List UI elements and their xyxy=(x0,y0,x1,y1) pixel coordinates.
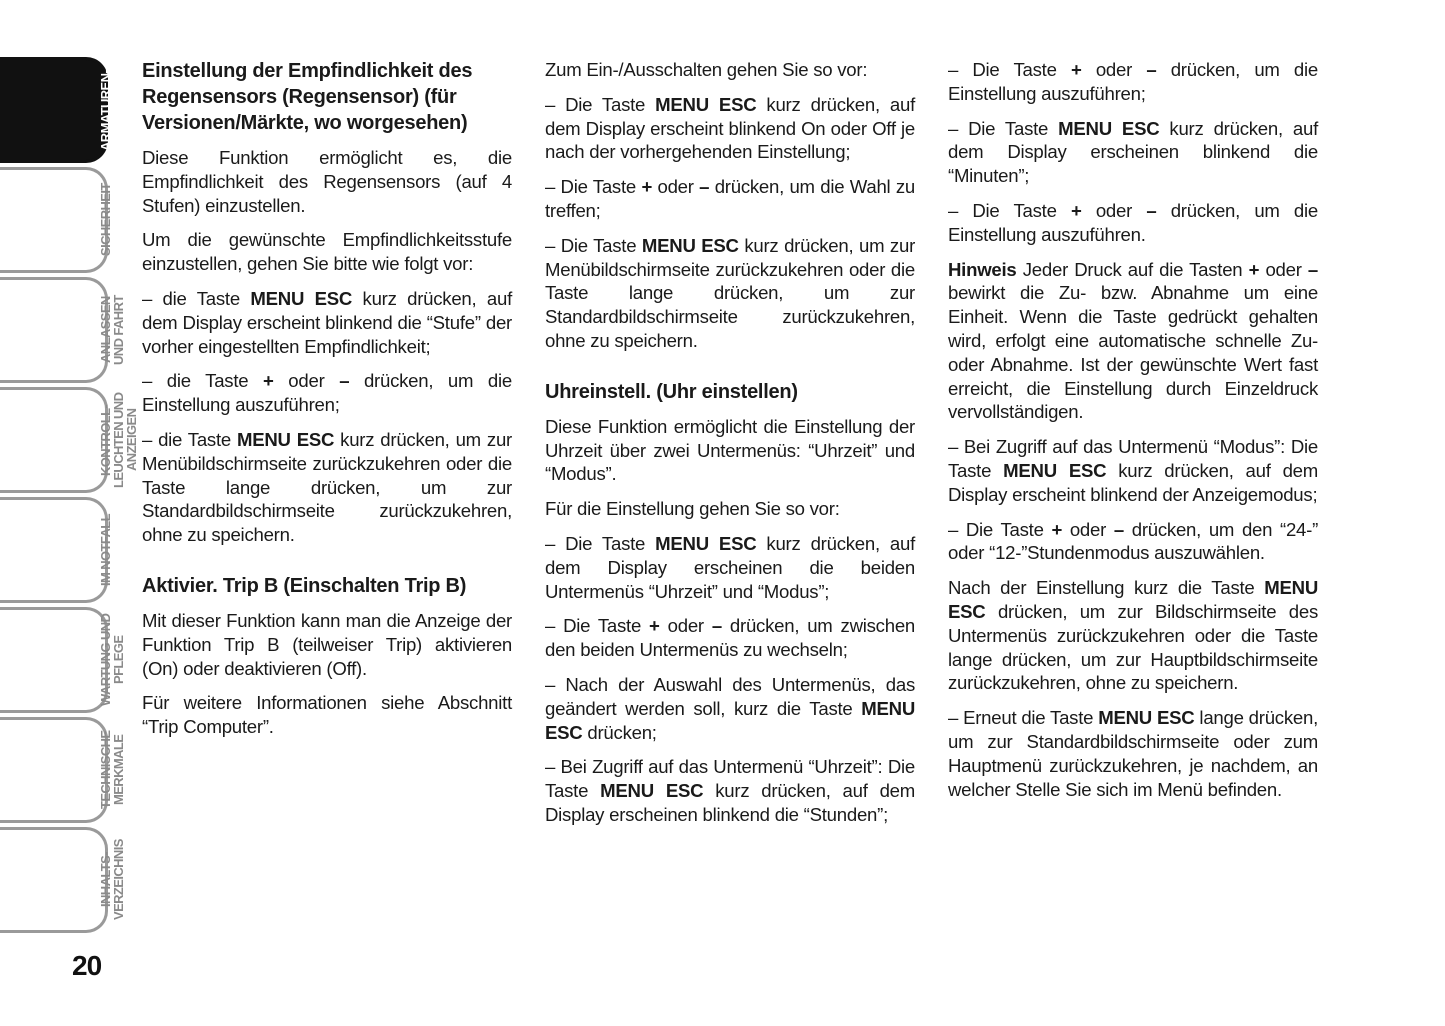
paragraph xyxy=(545,234,915,353)
paragraph xyxy=(142,287,512,358)
bold-text: + xyxy=(1070,199,1082,221)
paragraph xyxy=(545,532,915,603)
section-heading xyxy=(142,573,512,599)
chapter-tab[interactable] xyxy=(0,387,139,493)
text: – die Taste xyxy=(142,428,237,450)
bold-text: MENU ESC xyxy=(1098,707,1195,729)
paragraph xyxy=(948,58,1318,106)
paragraph xyxy=(545,175,915,223)
bold-text: – xyxy=(699,176,710,198)
paragraph xyxy=(545,614,915,662)
text: Für die Einstellung gehen Sie so vor: xyxy=(545,498,840,520)
text: – Die Taste xyxy=(948,117,1059,139)
text: lange drücken, um zur Standardbildschirmseite oder zum Hauptmenü zurückzukehren, je nachdem, an welcher Stelle Sie sich im Menü befinden. xyxy=(948,707,1318,800)
page-number: 20 xyxy=(72,950,102,981)
text: – die Taste xyxy=(142,370,264,392)
text: – Die Taste xyxy=(948,59,1071,80)
text: oder xyxy=(659,615,712,637)
text: Diese Funktion ermöglicht es, die Empfindlichkeit des Regensensors (auf 4 Stufen) einzustellen. xyxy=(142,147,512,216)
paragraph xyxy=(545,93,915,164)
text: drücken, um die Wahl zu treffen; xyxy=(545,176,915,221)
paragraph xyxy=(948,435,1318,506)
text: Nach der Einstellung kurz die Taste xyxy=(948,577,1265,599)
text: oder xyxy=(1259,258,1308,280)
chapter-tab[interactable] xyxy=(0,167,113,273)
bold-text: MENU ESC xyxy=(600,780,704,802)
bold-text: + xyxy=(1070,59,1082,80)
bold-text: – xyxy=(1113,518,1124,540)
text: kurz drücken, um zur Menübildschirmseite zurückzukehren oder die Taste lange drücken, um zur Standardbildschirmseite zurückzukehren, ohne zu speichern. xyxy=(142,428,512,546)
chapter-tab-label: KONTROLL- LEUCHTEN UND ANZEIGEN xyxy=(98,392,139,488)
paragraph xyxy=(948,117,1318,188)
text: Mit dieser Funktion kann man die Anzeige der Funktion Trip B (teilweiser Trip) aktivieren (On) oder deaktivieren (Off). xyxy=(142,609,512,679)
bold-text: MENU ESC xyxy=(250,287,353,309)
bold-text: MENU ESC xyxy=(641,234,739,256)
text: drücken, um die Einstellung auszuführen; xyxy=(142,370,512,416)
paragraph xyxy=(948,258,1318,425)
chapter-tab-label: IM NOTFALL xyxy=(98,514,113,586)
text: Jeder Druck auf die Tasten xyxy=(1016,258,1249,280)
bold-text: – xyxy=(1307,258,1318,280)
text-column-3 xyxy=(948,58,1318,812)
section-heading xyxy=(142,58,512,136)
chapter-tab[interactable] xyxy=(0,717,126,823)
paragraph xyxy=(142,609,512,680)
bold-text: – xyxy=(1146,199,1157,221)
text: drücken; xyxy=(582,721,657,743)
text: Uhreinstell. (Uhr einstellen) xyxy=(545,380,798,403)
chapter-tabs xyxy=(0,54,139,937)
bold-text: MENU ESC xyxy=(236,428,335,450)
text: kurz drücken, auf dem Display erscheinen die beiden Untermenüs “Uhrzeit” und “Modus”; xyxy=(545,532,915,602)
text: Für weitere Informationen siehe Abschnitt “Trip Computer”. xyxy=(142,692,512,738)
bold-text: MENU ESC xyxy=(948,577,1318,622)
chapter-tab[interactable] xyxy=(0,497,113,603)
paragraph xyxy=(142,146,512,217)
bold-text: MENU ESC xyxy=(1058,117,1160,139)
text: oder xyxy=(652,176,700,198)
paragraph xyxy=(545,673,915,744)
text: drücken, um die Einstellung auszuführen. xyxy=(948,199,1318,245)
text: – Die Taste xyxy=(545,93,656,115)
text: – Bei Zugriff auf das Untermenü “Uhrzeit”: Die Taste xyxy=(545,756,915,802)
text: bewirkt die Zu- bzw. Abnahme um eine Einheit. Wenn die Taste gedrückt gehalten wird, erfolgt eine automatische schnelle Zu- oder Abnahme. Ist der gewünschte Wert fast erreicht, die Einstellung durch Einzeldruck vervollständigen. xyxy=(948,282,1318,423)
bold-text: + xyxy=(263,370,274,392)
text: Diese Funktion ermöglicht die Einstellung der Uhrzeit über zwei Untermenüs: “Uhrzeit” und “Modus”. xyxy=(545,415,915,485)
paragraph xyxy=(948,576,1318,695)
text: Zum Ein-/Ausschalten gehen Sie so vor: xyxy=(545,59,868,80)
text: kurz drücken, auf dem Display erscheint blinkend On oder Off je nach der vorhergehenden Einstellung; xyxy=(545,93,915,163)
bold-text: – xyxy=(1146,59,1157,80)
chapter-tab-label: ARMATUREN- BRETT UND BEDIENELEMENTE xyxy=(98,54,139,166)
paragraph xyxy=(142,428,512,547)
chapter-tab-label: ANLASSEN UND FAHRT xyxy=(98,295,126,365)
bold-text: MENU ESC xyxy=(545,697,915,743)
text: kurz drücken, auf dem Display erscheint blinkend der Anzeigemodus; xyxy=(948,459,1319,505)
chapter-tab[interactable] xyxy=(0,827,126,933)
text: – Die Taste xyxy=(948,518,1052,540)
bold-text: – xyxy=(339,370,350,392)
text: kurz drücken, auf dem Display erscheint blinkend die “Stufe” der vorher eingestellten Empfindlichkeit; xyxy=(142,287,512,357)
text-column-1 xyxy=(142,58,512,750)
bold-text: MENU ESC xyxy=(655,532,757,554)
text: oder xyxy=(1081,59,1147,80)
bold-text: MENU ESC xyxy=(1003,459,1107,481)
text: kurz drücken, um zur Menübildschirmseite zurückzukehren oder die Taste lange drücken, um zur Standardbildschirmseite zurückzukehren, ohne zu speichern. xyxy=(545,234,916,351)
bold-text: + xyxy=(1248,258,1260,280)
paragraph xyxy=(948,199,1318,247)
text: drücken, um die Einstellung auszuführen; xyxy=(948,59,1318,104)
text-column-2 xyxy=(545,58,915,838)
paragraph xyxy=(142,369,512,417)
text: drücken, um zur Bildschirmseite des Untermenüs zurückzukehren oder die Taste lange drücken, um zur Hauptbildschirmseite zurückzukehren, ohne zu speichern. xyxy=(948,600,1318,694)
text: – Die Taste xyxy=(545,532,656,554)
text: Aktivier. Trip B (Einschalten Trip B) xyxy=(142,574,467,597)
chapter-tab-label: INHALTS- VERZEICHNIS xyxy=(98,839,126,921)
text: Um die gewünschte Empfindlichkeitsstufe einzustellen, gehen Sie bitte wie folgt vor: xyxy=(142,229,512,275)
paragraph xyxy=(948,706,1318,801)
text: – Die Taste xyxy=(948,199,1071,221)
text: drücken, um zwischen den beiden Untermenüs zu wechseln; xyxy=(545,615,916,661)
text: Einstellung der Empfindlichkeit des Regensensors (Regensensor) (für Versionen/Märkte, wo worgesehen) xyxy=(142,60,473,134)
text: – Erneut die Taste xyxy=(948,707,1099,729)
text: oder xyxy=(1062,518,1114,540)
text: – die Taste xyxy=(142,287,251,309)
chapter-tab[interactable] xyxy=(0,54,139,166)
paragraph xyxy=(545,497,915,521)
bold-text: Hinweis xyxy=(948,258,1017,280)
paragraph xyxy=(545,415,915,486)
chapter-tab[interactable] xyxy=(0,277,126,383)
paragraph xyxy=(142,228,512,276)
bold-text: – xyxy=(711,615,722,637)
text: oder xyxy=(1081,199,1147,221)
text: drücken, um den “24-” oder “12-”Stundenmodus auszuwählen. xyxy=(948,518,1319,564)
chapter-tab-label: WARTUNG UND PFLEGE xyxy=(98,613,126,707)
text: – Die Taste xyxy=(545,176,642,198)
bold-text: MENU ESC xyxy=(655,93,757,115)
text: – Die Taste xyxy=(545,234,642,256)
text: kurz drücken, auf dem Display erscheinen blinkend die “Minuten”; xyxy=(948,117,1318,187)
paragraph xyxy=(545,58,915,82)
chapter-tab-label: SICHERHEIT xyxy=(98,183,113,257)
bold-text: + xyxy=(641,176,653,198)
chapter-tab-label: TECHNISCHE MERKMALE xyxy=(98,730,126,810)
section-heading xyxy=(545,379,915,405)
paragraph xyxy=(142,691,512,739)
paragraph xyxy=(545,755,915,826)
bold-text: + xyxy=(1051,518,1063,540)
bold-text: + xyxy=(649,615,660,637)
paragraph xyxy=(948,518,1318,566)
text: – Bei Zugriff auf das Untermenü “Modus”: Die Taste xyxy=(948,436,1318,481)
text: oder xyxy=(273,370,340,392)
text: – Nach der Auswahl des Untermenüs, das geändert werden soll, kurz die Taste xyxy=(545,673,915,719)
text: – Die Taste xyxy=(545,615,650,637)
chapter-tab[interactable] xyxy=(0,607,126,713)
text: kurz drücken, auf dem Display erscheinen blinkend die “Stunden”; xyxy=(545,780,916,825)
